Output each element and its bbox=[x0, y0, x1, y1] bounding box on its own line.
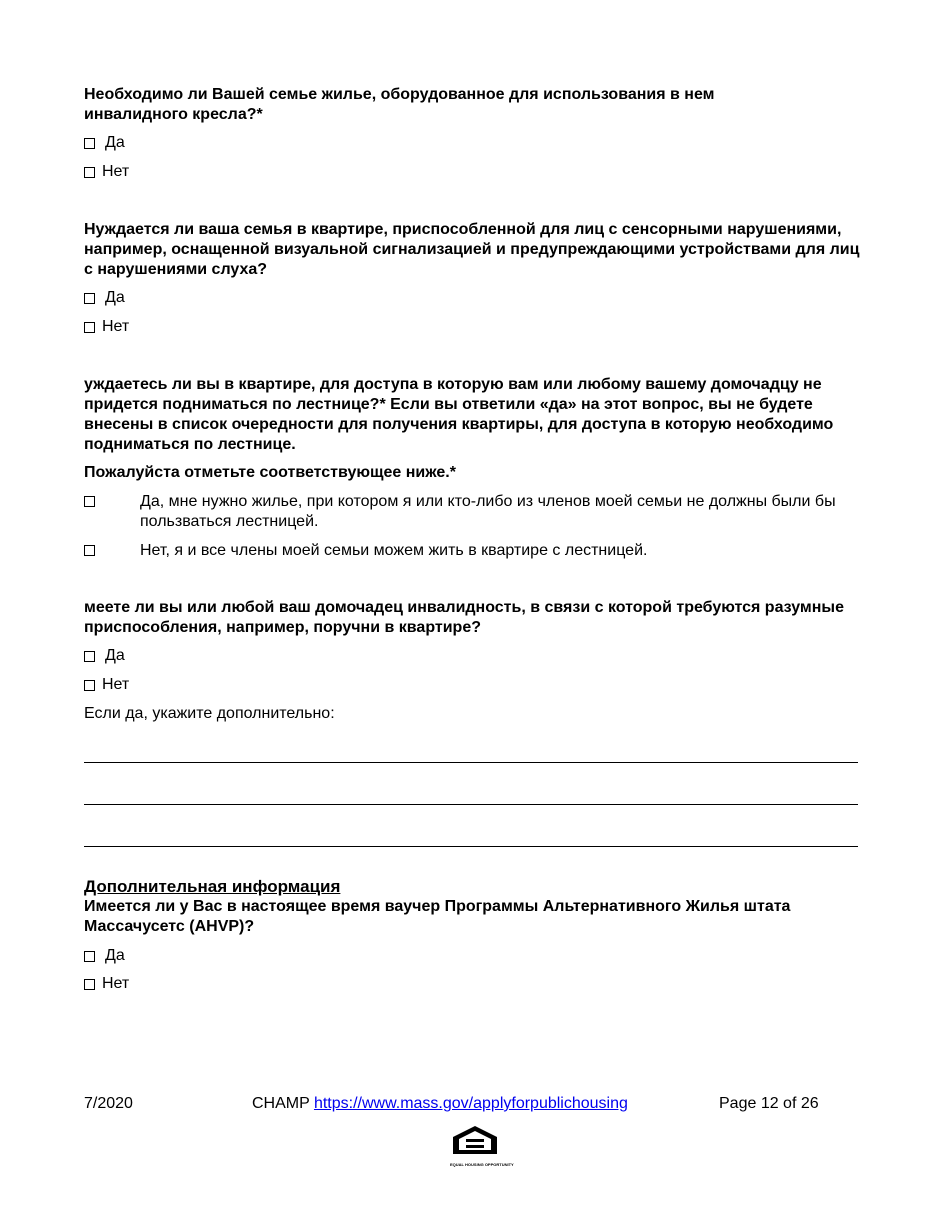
prompt-text: Пожалуйста отметьте соответствующее ниже.* bbox=[84, 464, 456, 481]
answer-line[interactable] bbox=[84, 804, 858, 805]
option-label: Да bbox=[105, 947, 125, 964]
checkbox-icon[interactable] bbox=[84, 979, 95, 990]
footer-program bbox=[252, 1094, 628, 1114]
equal-housing-logo-icon bbox=[450, 1124, 514, 1167]
option-label: Да bbox=[105, 134, 125, 151]
question-text: уждаетесь ли вы в квартире, для доступа в которую вам или любому вашему домочадцу не придется подниматься по лестнице?* Если вы ответили «да» на этот вопрос, вы не будете внесены в список очередности для получения квартиры, для доступа в которую необходимо подниматься по лестнице. bbox=[84, 376, 834, 453]
answer-line[interactable] bbox=[84, 762, 858, 763]
checkbox-icon[interactable] bbox=[84, 167, 95, 178]
option-yes[interactable] bbox=[84, 288, 125, 308]
checkbox-icon[interactable] bbox=[84, 951, 95, 962]
checkbox-icon[interactable] bbox=[84, 545, 95, 556]
option-yes[interactable] bbox=[84, 133, 125, 153]
checkbox-icon[interactable] bbox=[84, 138, 95, 149]
option-no[interactable] bbox=[84, 162, 129, 182]
question-disability bbox=[84, 598, 860, 638]
logo-caption: EQUAL HOUSING OPPORTUNITY bbox=[450, 1162, 514, 1167]
checkbox-icon[interactable] bbox=[84, 496, 95, 507]
section-title-text: Дополнительная информация bbox=[84, 877, 341, 896]
question-text: Имеется ли у Вас в настоящее время ваучер Программы Альтернативного Жилья штата Массачусетс (AHVP)? bbox=[84, 898, 791, 935]
checkbox-icon[interactable] bbox=[84, 680, 95, 691]
section-title bbox=[84, 877, 340, 897]
option-label: Да bbox=[105, 289, 125, 306]
option-stairs-no[interactable] bbox=[84, 541, 864, 561]
question-text: Необходимо ли Вашей семье жилье, оборудованное для использования в нем инвалидного кресла?* bbox=[84, 86, 715, 123]
question-wheelchair bbox=[84, 85, 784, 125]
question-sensory bbox=[84, 220, 860, 280]
question-ahvp bbox=[84, 897, 860, 937]
option-label: Нет, я и все члены моей семьи можем жить в квартире с лестницей. bbox=[140, 542, 648, 559]
question-text: меете ли вы или любой ваш домочадец инвалидность, в связи с которой требуются разумные приспособления, например, поручни в квартире? bbox=[84, 599, 844, 636]
answer-line[interactable] bbox=[84, 846, 858, 847]
checkbox-icon[interactable] bbox=[84, 651, 95, 662]
option-stairs-yes[interactable] bbox=[84, 492, 864, 532]
footer-program-name: CHAMP bbox=[252, 1095, 310, 1112]
checkbox-icon[interactable] bbox=[84, 293, 95, 304]
option-label: Нет bbox=[102, 676, 130, 693]
question-prompt bbox=[84, 463, 860, 483]
option-no[interactable] bbox=[84, 974, 129, 994]
question-stairs bbox=[84, 375, 860, 455]
question-text: Нуждается ли ваша семья в квартире, приспособленной для лиц с сенсорными нарушениями, например, оснащенной визуальной сигнализацией и предупреждающими устройствами для лиц с нарушениями слуха? bbox=[84, 221, 860, 278]
option-no[interactable] bbox=[84, 675, 129, 695]
option-label: Да, мне нужно жилье, при котором я или кто-либо из членов моей семьи не должны были бы пользваться лестницей. bbox=[140, 493, 836, 530]
option-label: Нет bbox=[102, 163, 130, 180]
option-no[interactable] bbox=[84, 317, 129, 337]
footer-link[interactable]: https://www.mass.gov/applyforpublichousing bbox=[313, 1095, 628, 1112]
option-label: Нет bbox=[102, 318, 130, 335]
checkbox-icon[interactable] bbox=[84, 322, 95, 333]
option-label: Да bbox=[105, 647, 125, 664]
footer-page-number: Page 12 of 26 bbox=[719, 1095, 819, 1112]
followup-label: Если да, укажите дополнительно: bbox=[84, 705, 335, 722]
footer-date: 7/2020 bbox=[84, 1095, 133, 1112]
option-yes[interactable] bbox=[84, 646, 125, 666]
option-label: Нет bbox=[102, 975, 130, 992]
option-yes[interactable] bbox=[84, 946, 125, 966]
